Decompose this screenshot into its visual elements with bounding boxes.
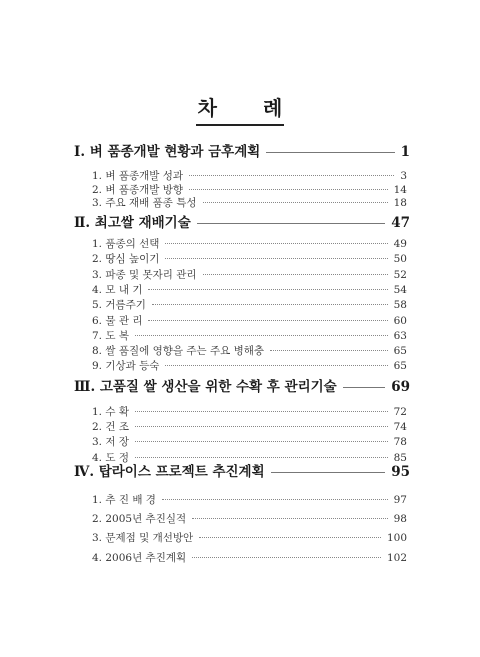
toc-item-leader <box>165 243 387 244</box>
toc-item-page: 97 <box>393 494 407 506</box>
toc-item-label: 3. 파종 및 못자리 관리 <box>92 269 197 281</box>
toc-item-leader <box>203 202 388 203</box>
toc-item-page: 63 <box>393 330 407 342</box>
toc-title-char-1: 차 <box>197 96 217 120</box>
toc-item <box>0 313 407 328</box>
toc-item-label: 3. 저 장 <box>92 436 129 448</box>
toc-item <box>0 168 407 183</box>
toc-item <box>0 419 407 434</box>
toc-item-label: 4. 2006년 추진계획 <box>92 552 187 564</box>
toc-item-page: 50 <box>393 253 407 265</box>
toc-item-page: 85 <box>393 452 407 464</box>
toc-item-leader <box>203 274 388 275</box>
toc-item-leader <box>192 557 381 558</box>
toc-section-2-label: Ⅱ. 최고쌀 재배기술 <box>74 215 191 231</box>
toc-item-label: 7. 도 복 <box>92 330 129 342</box>
toc-section-2 <box>0 211 410 231</box>
toc-item <box>0 328 407 343</box>
toc-item-label: 4. 도 정 <box>92 452 129 464</box>
toc-item-leader <box>135 457 388 458</box>
toc-section-2-leader <box>197 223 385 224</box>
toc-item-page: 100 <box>386 532 407 544</box>
toc-item-label: 1. 벼 품종개발 성과 <box>92 170 184 182</box>
toc-item-leader <box>135 335 388 336</box>
toc-item <box>0 404 407 419</box>
toc-section-4 <box>0 460 410 480</box>
toc-section-3-page: 69 <box>391 379 410 395</box>
toc-item-leader <box>152 304 388 305</box>
toc-item-leader <box>165 258 387 259</box>
toc-section-4-leader <box>271 472 386 473</box>
toc-item-leader <box>148 320 387 321</box>
toc-item-page: 58 <box>393 299 407 311</box>
toc-title-wrap <box>0 92 480 126</box>
toc-item-leader <box>135 426 388 427</box>
toc-item-page: 98 <box>393 513 407 525</box>
toc-item-page: 74 <box>393 421 407 433</box>
toc-title-char-2: 례 <box>263 96 283 120</box>
toc-item-label: 2. 땅심 높이기 <box>92 253 160 265</box>
toc-section-2-page: 47 <box>391 215 410 231</box>
toc-item-page: 102 <box>386 552 407 564</box>
toc-item-leader <box>135 411 388 412</box>
toc-item-label: 1. 추 진 배 경 <box>92 494 156 506</box>
toc-item-page: 14 <box>393 184 407 196</box>
toc-item-page: 54 <box>393 284 407 296</box>
toc-item-label: 5. 거름주기 <box>92 299 146 311</box>
toc-item-label: 1. 수 확 <box>92 406 129 418</box>
toc-item-page: 72 <box>393 406 407 418</box>
toc-item-label: 4. 모 내 기 <box>92 284 143 296</box>
toc-section-3-label: Ⅲ. 고품질 쌀 생산을 위한 수확 후 관리기술 <box>74 379 337 395</box>
toc-section-1-label: Ⅰ. 벼 품종개발 현황과 금후계획 <box>74 144 261 160</box>
toc-section-1-page: 1 <box>400 144 410 160</box>
toc-item-page: 78 <box>393 436 407 448</box>
toc-item <box>0 282 407 297</box>
toc-item-label: 3. 문제점 및 개선방안 <box>92 532 194 544</box>
toc-item <box>0 358 407 373</box>
toc-item-leader <box>189 189 388 190</box>
toc-item-leader <box>270 350 388 351</box>
toc-item-leader <box>162 499 388 500</box>
toc-section-1-leader <box>266 152 394 153</box>
toc-item-leader <box>165 365 387 366</box>
toc-item-page: 3 <box>400 170 407 182</box>
toc-item <box>0 251 407 266</box>
toc-item-label: 9. 기상과 등숙 <box>92 360 160 372</box>
toc-item-page: 18 <box>393 197 407 209</box>
toc-item-label: 2. 벼 품종개발 방향 <box>92 184 184 196</box>
toc-section-1 <box>0 140 410 160</box>
toc-section-4-label: Ⅳ. 탑라이스 프로젝트 추진계획 <box>74 464 265 480</box>
toc-item-page: 65 <box>393 345 407 357</box>
toc-item <box>0 530 407 545</box>
toc-item-label: 6. 물 관 리 <box>92 315 143 327</box>
toc-section-3-leader <box>343 387 386 388</box>
toc-section-4-page: 95 <box>391 464 410 480</box>
toc-item-page: 52 <box>393 269 407 281</box>
toc-item-leader <box>199 537 381 538</box>
toc-item-page: 49 <box>393 238 407 250</box>
toc-item-page: 60 <box>393 315 407 327</box>
toc-item <box>0 511 407 526</box>
toc-item <box>0 343 407 358</box>
toc-item-label: 2. 2005년 추진실적 <box>92 513 187 525</box>
toc-item <box>0 297 407 312</box>
toc-item <box>0 195 407 210</box>
toc-item-label: 3. 주요 재배 품종 특성 <box>92 197 197 209</box>
toc-item <box>0 434 407 449</box>
toc-item <box>0 236 407 251</box>
toc-item <box>0 267 407 282</box>
toc-item-leader <box>148 289 387 290</box>
toc-item-label: 1. 품종의 선택 <box>92 238 160 250</box>
toc-title <box>196 92 285 126</box>
toc-item-page: 65 <box>393 360 407 372</box>
toc-section-3 <box>0 375 410 395</box>
toc-item <box>0 492 407 507</box>
toc-item-leader <box>192 518 387 519</box>
toc-item-label: 2. 건 조 <box>92 421 129 433</box>
toc-item-leader <box>135 441 388 442</box>
toc-item-leader <box>189 175 394 176</box>
toc-item-label: 8. 쌀 품질에 영향을 주는 주요 병해충 <box>92 345 265 357</box>
toc-item <box>0 550 407 565</box>
